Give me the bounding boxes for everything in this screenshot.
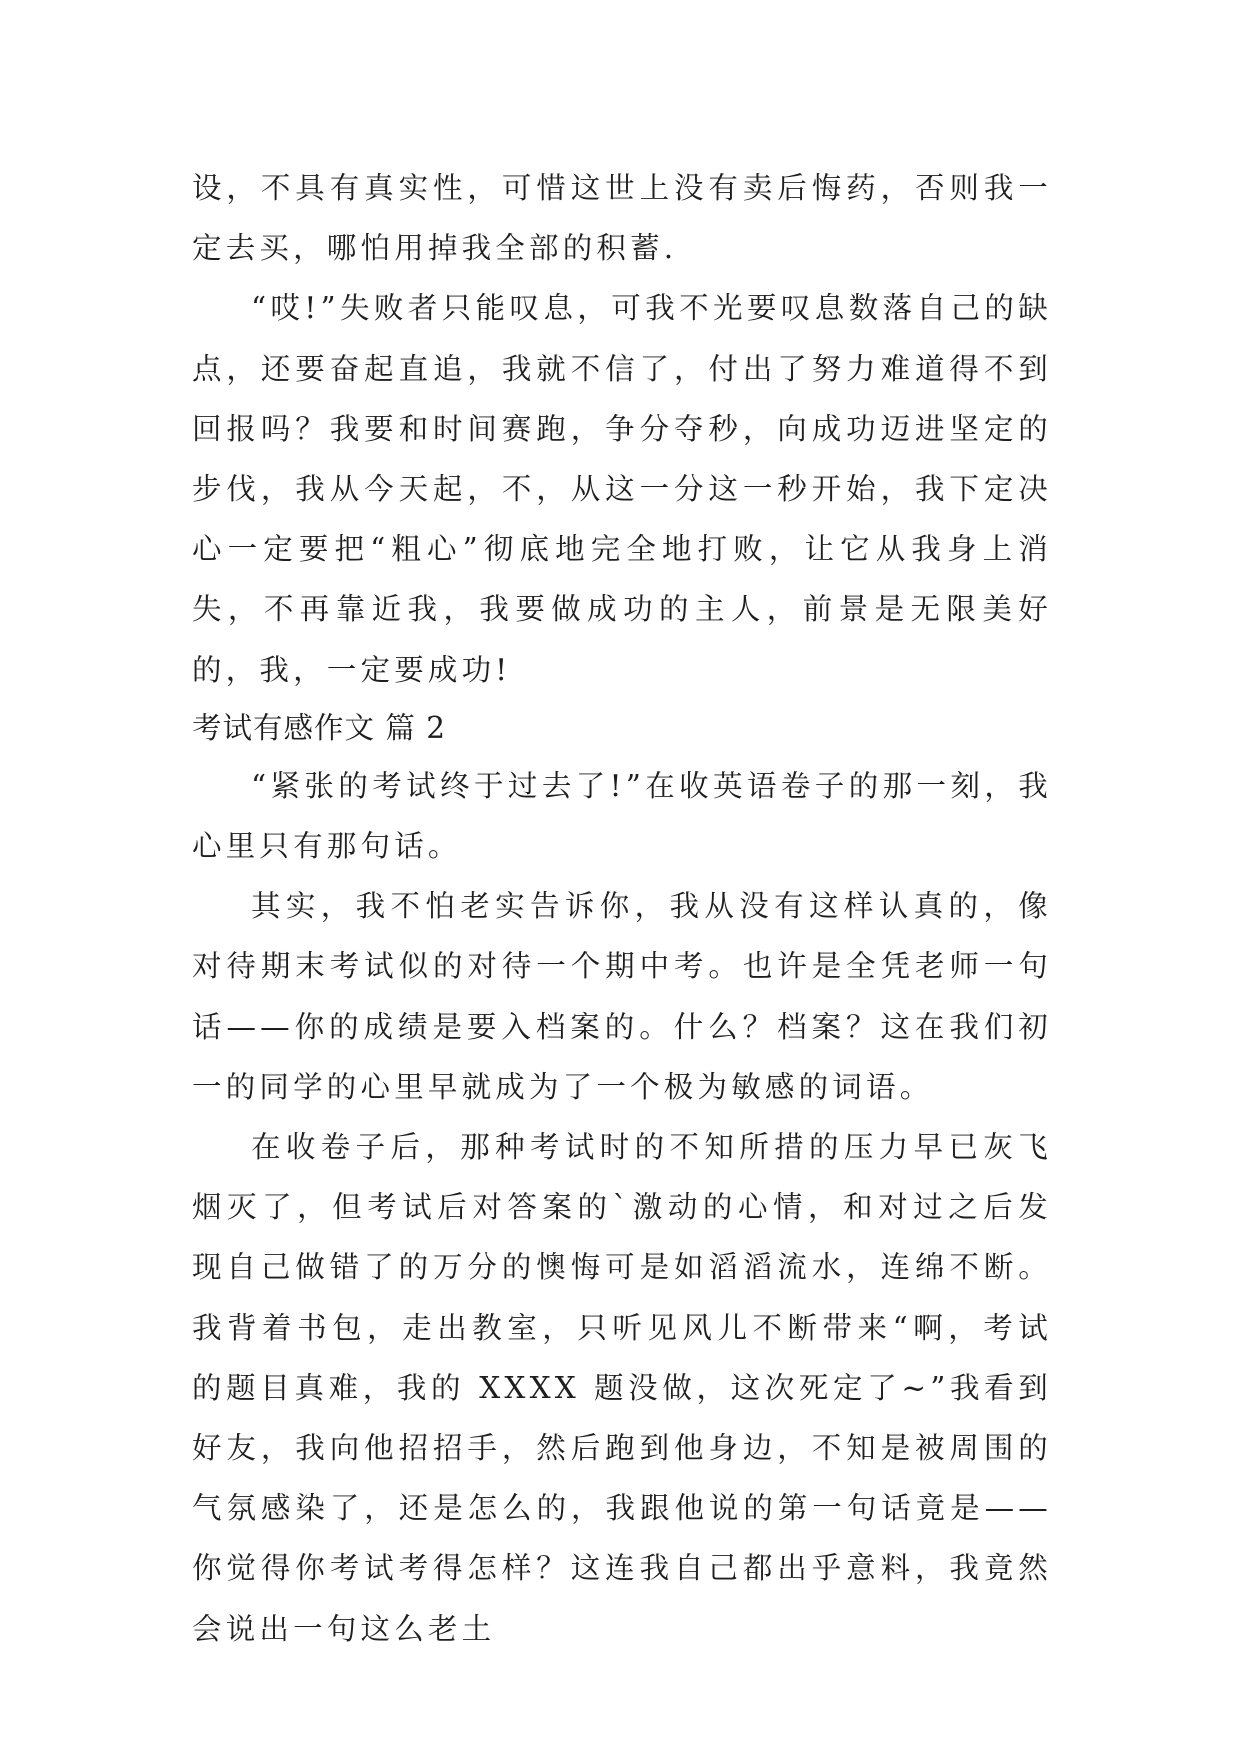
paragraph-1: 设，不具有真实性，可惜这世上没有卖后悔药，否则我一定去买，哪怕用掉我全部的积蓄.	[192, 171, 1052, 266]
paragraph-3: “紧张的考试终于过去了!”在收英语卷子的那一刻，我心里只有那句话。	[192, 768, 1052, 864]
paragraph-5: 在收卷子后，那种考试时的不知所措的压力早已灰飞烟灭了，但考试后对答案的`激动的心情，和对过之后发现自己做错了的万分的懊悔可是如滔滔流水，连绵不断。我背着书包，走出教室，只听见风儿不断带来“啊，考试的题目真难，我的 XXXX 题没做，这次死定了~”我看到好友，我向他招招手，然后跑到他身边，不知是被周围的气氛感染了，还是怎么的，我跟他说的第一句话竟是——你觉得你考试考得怎样？这连我自己都出乎意料，我竟然会说出一句这么老土	[192, 1130, 1052, 1646]
paragraph-2: “哎!”失败者只能叹息，可我不光要叹息数落自己的缺点，还要奋起直追，我就不信了，付出了努力难道得不到回报吗？我要和时间赛跑，争分夺秒，向成功迈进坚定的步伐，我从今天起，不，从这一分这一秒开始，我下定决心一定要把“粗心”彻底地完全地打败，让它从我身上消失，不再靠近我，我要做成功的主人，前景是无限美好的，我，一定要成功!	[192, 291, 1052, 687]
document-body	[192, 158, 1052, 1659]
section-heading: 考试有感作文 篇 2	[192, 710, 447, 745]
paragraph-4: 其实，我不怕老实告诉你，我从没有这样认真的，像对待期末考试似的对待一个期中考。也许是全凭老师一句话——你的成绩是要入档案的。什么？档案？这在我们初一的同学的心里早就成为了一个极为敏感的词语。	[192, 889, 1052, 1104]
